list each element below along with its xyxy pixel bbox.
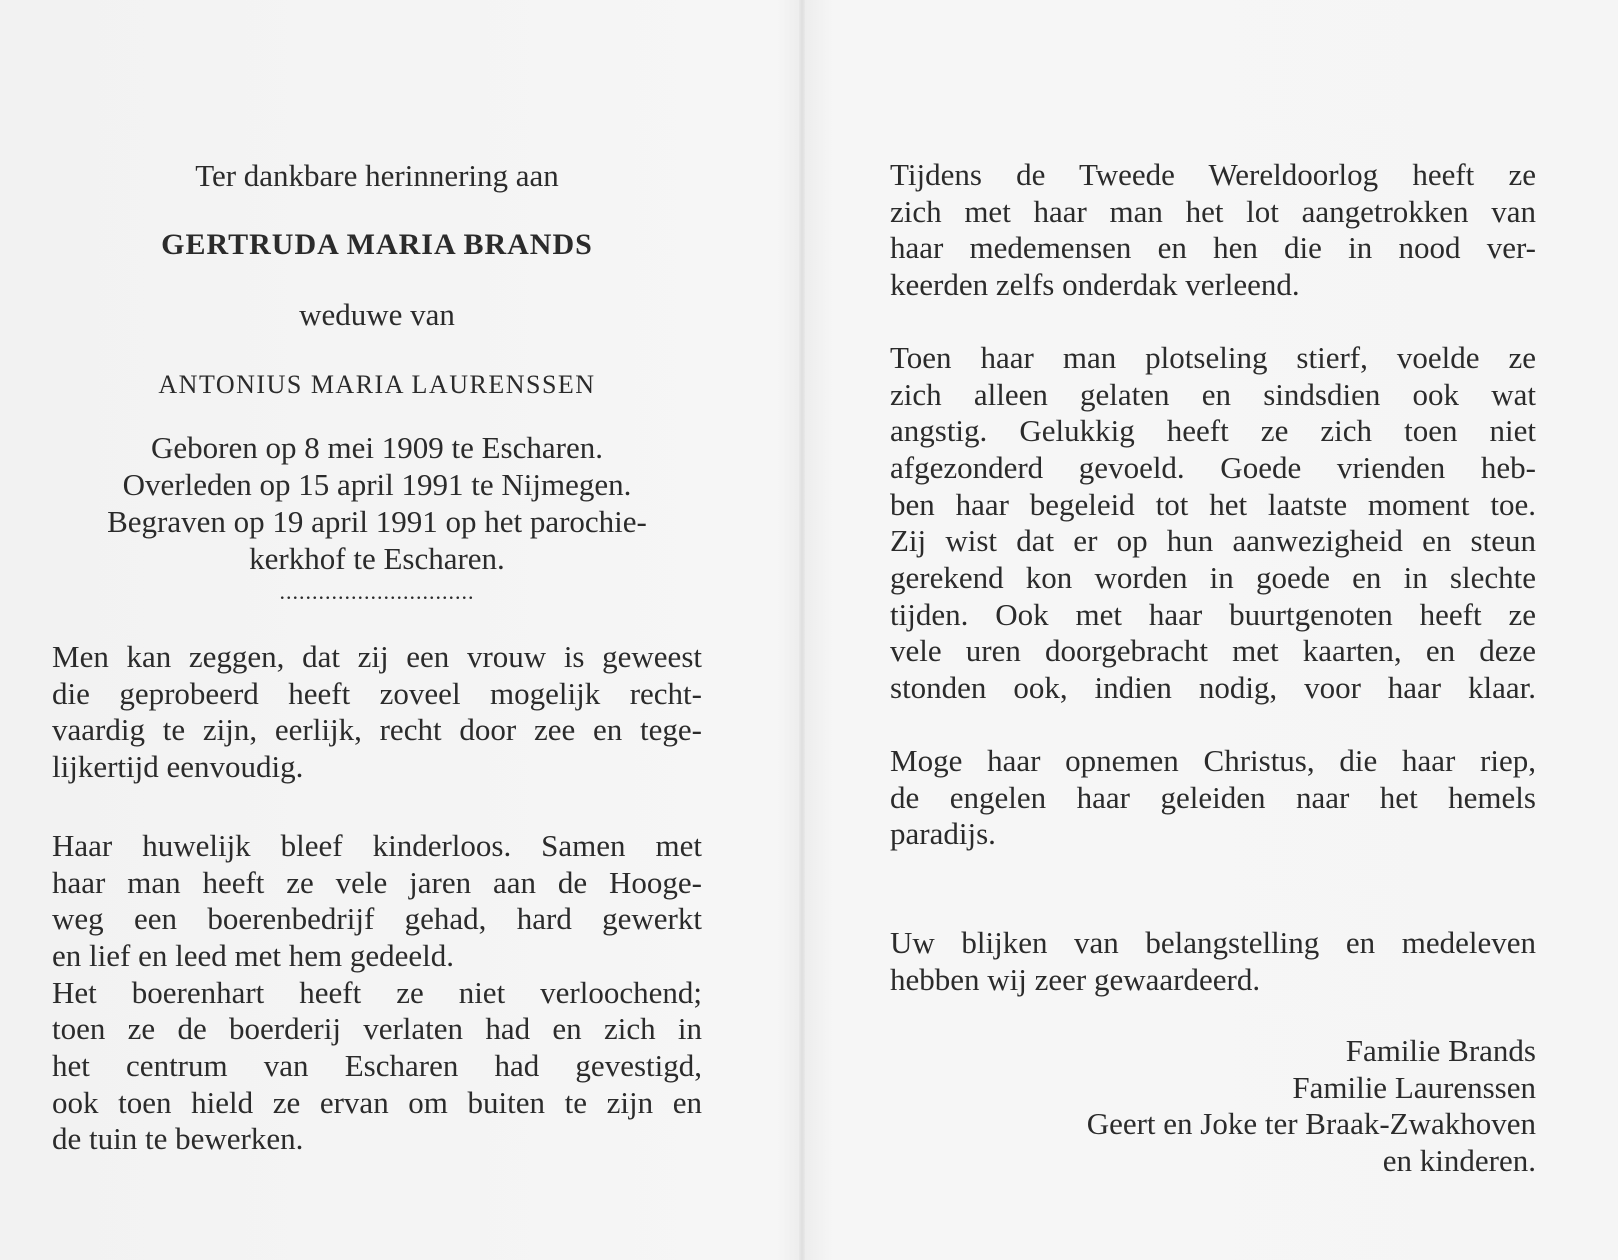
text-line: hebben wij zeer gewaardeerd. <box>890 961 1261 997</box>
text-line: vele uren doorgebracht met kaarten, en deze <box>890 633 1536 669</box>
text-line: Moge haar opnemen Christus, die haar riep, <box>890 742 1536 778</box>
text-line: stonden ook, indien nodig, voor haar klaar. <box>890 670 1536 706</box>
text-line: angstig. Gelukkig heeft ze zich toen niet <box>890 413 1536 449</box>
text-line: Tijdens de Tweede Wereldoorlog heeft ze <box>890 157 1536 192</box>
right-paragraph-3 <box>890 743 1536 853</box>
text-line: het centrum van Escharen had gevestigd, <box>52 1048 702 1084</box>
text-line: Uw blijken van belangstelling en medeleven <box>890 924 1536 960</box>
text-line: haar man heeft ze vele jaren aan de Hooge- <box>52 864 702 900</box>
spouse-name: ANTONIUS MARIA LAURENSSEN <box>158 370 596 399</box>
right-panel <box>890 150 1536 1179</box>
left-panel <box>52 150 702 1158</box>
signature-block <box>890 1033 1536 1179</box>
text-line: ben haar begeleid tot het laatste moment toe. <box>890 486 1536 522</box>
intro-text: Ter dankbare herinnering aan <box>195 158 559 193</box>
deceased-name: GERTRUDA MARIA BRANDS <box>161 228 593 261</box>
right-paragraph-2 <box>890 340 1536 707</box>
text-line: zich alleen gelaten en sindsdien ook wat <box>890 376 1536 412</box>
text-line: afgezonderd gevoeld. Goede vrienden heb- <box>890 449 1536 485</box>
text-line: Zij wist dat er op hun aanwezigheid en steun <box>890 523 1536 559</box>
card-fold <box>799 0 805 1260</box>
left-paragraph-2 <box>52 828 702 1158</box>
burial-line: Begraven op 19 april 1991 op het parochie- <box>107 504 647 539</box>
text-line: de engelen haar geleiden naar het hemels <box>890 779 1536 815</box>
signature-line: Familie Laurenssen <box>1292 1069 1536 1105</box>
separator-dots: .............................. <box>279 579 475 604</box>
text-line: Haar huwelijk bleef kinderloos. Samen met <box>52 827 702 863</box>
signature-line: Familie Brands <box>1345 1033 1536 1069</box>
text-line: lijkertijd eenvoudig. <box>52 749 304 785</box>
text-line: paradijs. <box>890 816 996 852</box>
text-line: vaardig te zijn, eerlijk, recht door zee en tege- <box>52 712 702 748</box>
text-line: Toen haar man plotseling stierf, voelde ze <box>890 339 1536 375</box>
left-paragraph-1 <box>52 639 702 786</box>
signature-line: en kinderen. <box>1382 1142 1536 1178</box>
text-line: Men kan zeggen, dat zij een vrouw is geweest <box>52 639 702 674</box>
text-line: tijden. Ook met haar buurtgenoten heeft ze <box>890 596 1536 632</box>
text-line: de tuin te bewerken. <box>52 1121 304 1157</box>
text-line: gerekend kon worden in goede en in slechte <box>890 560 1536 596</box>
burial-line-continued: kerkhof te Escharen. <box>249 541 505 576</box>
dates-block <box>52 429 702 607</box>
thanks-paragraph <box>890 925 1536 998</box>
birth-line: Geboren op 8 mei 1909 te Escharen. <box>151 430 603 465</box>
death-line: Overleden op 15 april 1991 te Nijmegen. <box>122 467 632 502</box>
text-line: die geprobeerd heeft zoveel mogelijk recht- <box>52 675 702 711</box>
signature-line: Geert en Joke ter Braak-Zwakhoven <box>1086 1106 1536 1142</box>
text-line: weg een boerenbedrijf gehad, hard gewerkt <box>52 901 702 937</box>
text-line: zich met haar man het lot aangetrokken van <box>890 193 1536 229</box>
text-line: ook toen hield ze ervan om buiten te zijn en <box>52 1084 702 1120</box>
text-line: toen ze de boerderij verlaten had en zich in <box>52 1011 702 1047</box>
right-paragraph-1 <box>890 157 1536 304</box>
text-line: en lief en leed met hem gedeeld. <box>52 937 454 973</box>
widow-of-text: weduwe van <box>299 297 455 332</box>
text-line: keerden zelfs onderdak verleend. <box>890 267 1300 303</box>
text-line: haar medemensen en hen die in nood ver- <box>890 230 1536 266</box>
text-line: Het boerenhart heeft ze niet verloochend; <box>52 974 702 1010</box>
